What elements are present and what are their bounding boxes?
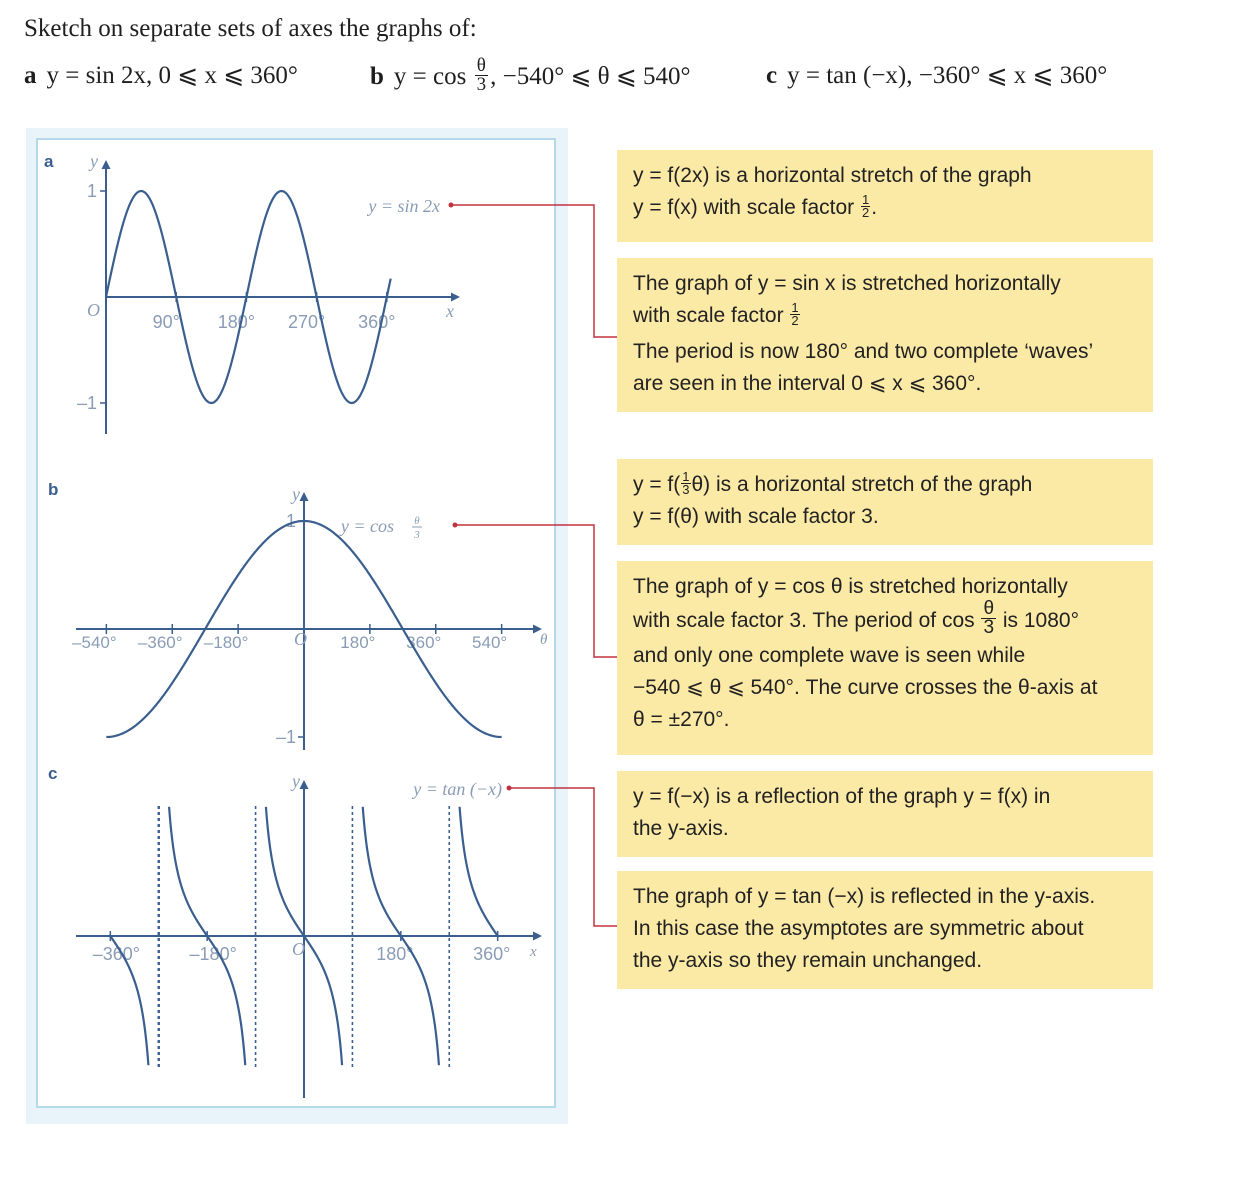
graph-a-x-tick-label: 360° xyxy=(358,312,396,332)
note-b2-frac-num: θ xyxy=(983,598,995,619)
part-b-label: b xyxy=(370,63,384,91)
note-c-transform xyxy=(617,771,1153,857)
graphs-svg xyxy=(36,138,566,1118)
part-c xyxy=(766,60,1107,90)
note-b2-line2-pre: with scale factor 3. The period of cos xyxy=(633,609,981,633)
graph-c-curve-label: y = tan (−x) xyxy=(413,779,502,799)
note-a1-fraction xyxy=(861,191,870,220)
graph-b-curve-label-prefix: y = cos xyxy=(340,516,394,536)
note-b2-frac-den: 3 xyxy=(983,617,995,638)
part-a-label: a xyxy=(24,62,37,89)
note-b1-line1-pre: y = f( xyxy=(633,473,681,496)
note-a1-line2-pre: y = f(x) with scale factor xyxy=(633,196,860,219)
graph-c-x-tick-label: –180° xyxy=(189,944,237,964)
graph-c-leader-dot xyxy=(507,786,512,791)
graph-a-y-tick-label: 1 xyxy=(86,181,97,201)
graph-b-curve-label-num: θ xyxy=(414,515,420,527)
part-b xyxy=(370,55,691,97)
note-a2-line1: The graph of y = sin x is stretched horizontally xyxy=(633,272,1061,295)
note-a1-frac-num: 1 xyxy=(861,191,870,207)
graph-b-y-arrow xyxy=(300,492,309,501)
note-a1-frac-den: 2 xyxy=(861,204,870,220)
note-c1-line1: y = f(−x) is a reflection of the graph y = f(x) in xyxy=(633,785,1051,808)
note-b1-fraction xyxy=(681,468,690,497)
graph-c-x-label: x xyxy=(530,944,537,960)
note-a2-line2 xyxy=(633,300,1137,332)
part-b-frac-num: θ xyxy=(475,57,489,76)
graph-a-y-label: y xyxy=(90,151,98,171)
graph-c-y-label: y xyxy=(292,771,300,791)
note-b-transform xyxy=(617,459,1153,545)
graph-b-x-tick-label: –180° xyxy=(203,633,249,652)
note-b1-frac-den: 3 xyxy=(682,481,690,497)
graph-a-x-tick-label: 270° xyxy=(287,312,326,332)
graph-a-leader-dot xyxy=(449,203,454,208)
graph-b-origin-label: O xyxy=(294,629,307,649)
note-b1-line1-post: θ) is a horizontal stretch of the graph xyxy=(691,473,1033,496)
note-c1-line2: the y-axis. xyxy=(633,817,729,840)
graph-a-x-tick-label: 180° xyxy=(217,312,256,332)
question-text: Sketch on separate sets of axes the graphs of: xyxy=(24,15,477,42)
graph-b-x-tick-label: –540° xyxy=(72,633,117,652)
note-a2-line4: are seen in the interval 0 ⩽ x ⩽ 360°. xyxy=(633,372,982,395)
part-b-frac-den: 3 xyxy=(476,74,487,95)
note-c2-line1: The graph of y = tan (−x) is reflected in the y-axis. xyxy=(633,885,1096,908)
panel-b-label: b xyxy=(48,480,59,499)
graph-b-x-tick-label: 180° xyxy=(340,633,376,652)
graph-a-x-tick-label: 90° xyxy=(152,312,180,332)
part-b-fraction xyxy=(475,57,489,94)
graph-a-y-arrow xyxy=(102,160,111,169)
graph-c-x-tick-label: 360° xyxy=(473,944,511,964)
note-c2-line3: the y-axis so they remain unchanged. xyxy=(633,949,983,972)
note-b1-line2: y = f(θ) with scale factor 3. xyxy=(633,505,879,528)
note-b2-fraction xyxy=(981,600,996,637)
note-a2-frac-num: 1 xyxy=(791,299,799,315)
note-b2-line1: The graph of y = cos θ is stretched horizontally xyxy=(633,575,1068,598)
note-b2-line2 xyxy=(633,598,1137,640)
note-a1-line2 xyxy=(633,192,1137,224)
part-c-label: c xyxy=(766,62,778,89)
graph-b-leader-dot xyxy=(453,523,458,528)
note-a-transform xyxy=(617,150,1153,242)
note-b1-frac-num: 1 xyxy=(682,468,690,484)
note-a2-fraction xyxy=(790,299,799,328)
panel-c-label: c xyxy=(48,764,58,783)
note-b2-line5: θ = ±270°. xyxy=(633,708,730,731)
graph-a-x-label: x xyxy=(446,301,454,321)
graph-a-y-tick-label: –1 xyxy=(76,393,97,413)
graph-a-origin-label: O xyxy=(87,300,100,320)
graph-c-x-arrow xyxy=(533,932,542,941)
note-b2-line2-post: is 1080° xyxy=(997,609,1079,633)
graph-c-origin-label: O xyxy=(292,939,305,959)
graph-a-curve-label: y = sin 2x xyxy=(368,196,440,216)
graph-c-x-tick-label: 180° xyxy=(376,944,414,964)
note-c-explanation xyxy=(617,871,1153,989)
part-c-equation: y = tan (−x), −360° ⩽ x ⩽ 360° xyxy=(787,62,1108,89)
note-b2-line4: −540 ⩽ θ ⩽ 540°. The curve crosses the θ-axis at xyxy=(633,676,1098,699)
part-a-equation: y = sin 2x, 0 ⩽ x ⩽ 360° xyxy=(46,62,298,89)
graph-b-x-tick-label: –360° xyxy=(137,633,183,652)
graph-b-x-tick-label: 540° xyxy=(472,633,508,652)
graph-b-y-tick-label: –1 xyxy=(275,727,296,747)
note-a1-line1: y = f(2x) is a horizontal stretch of the graph xyxy=(633,164,1032,187)
note-a2-line3: The period is now 180° and two complete ‘waves’ xyxy=(633,340,1094,363)
note-a-explanation xyxy=(617,258,1153,412)
note-b2-line3: and only one complete wave is seen while xyxy=(633,644,1026,667)
graph-c-curve-branch xyxy=(460,807,498,936)
graph-b-y-label: y xyxy=(292,484,300,504)
graph-b-x-tick-label: 360° xyxy=(406,633,442,652)
graph-b-curve-label-den: 3 xyxy=(414,529,420,541)
note-b-explanation xyxy=(617,561,1153,755)
question-parts xyxy=(24,56,1204,102)
part-b-eq-prefix: y = cos xyxy=(393,63,467,91)
graph-c-x-tick-label: –360° xyxy=(92,944,140,964)
note-b1-line1 xyxy=(633,469,1137,501)
graph-b-y-tick-label: 1 xyxy=(285,511,296,531)
panel-a-label: a xyxy=(44,152,54,171)
part-b-eq-suffix: , −540° ⩽ θ ⩽ 540° xyxy=(490,63,691,91)
note-a2-frac-den: 2 xyxy=(791,312,799,328)
graph-b-x-label: θ xyxy=(540,632,548,648)
part-a xyxy=(24,60,298,90)
note-a2-line2-pre: with scale factor xyxy=(633,304,790,327)
note-a1-line2-post: . xyxy=(871,196,878,219)
note-c2-line2: In this case the asymptotes are symmetric about xyxy=(633,917,1084,940)
graph-c-y-arrow xyxy=(300,780,309,789)
